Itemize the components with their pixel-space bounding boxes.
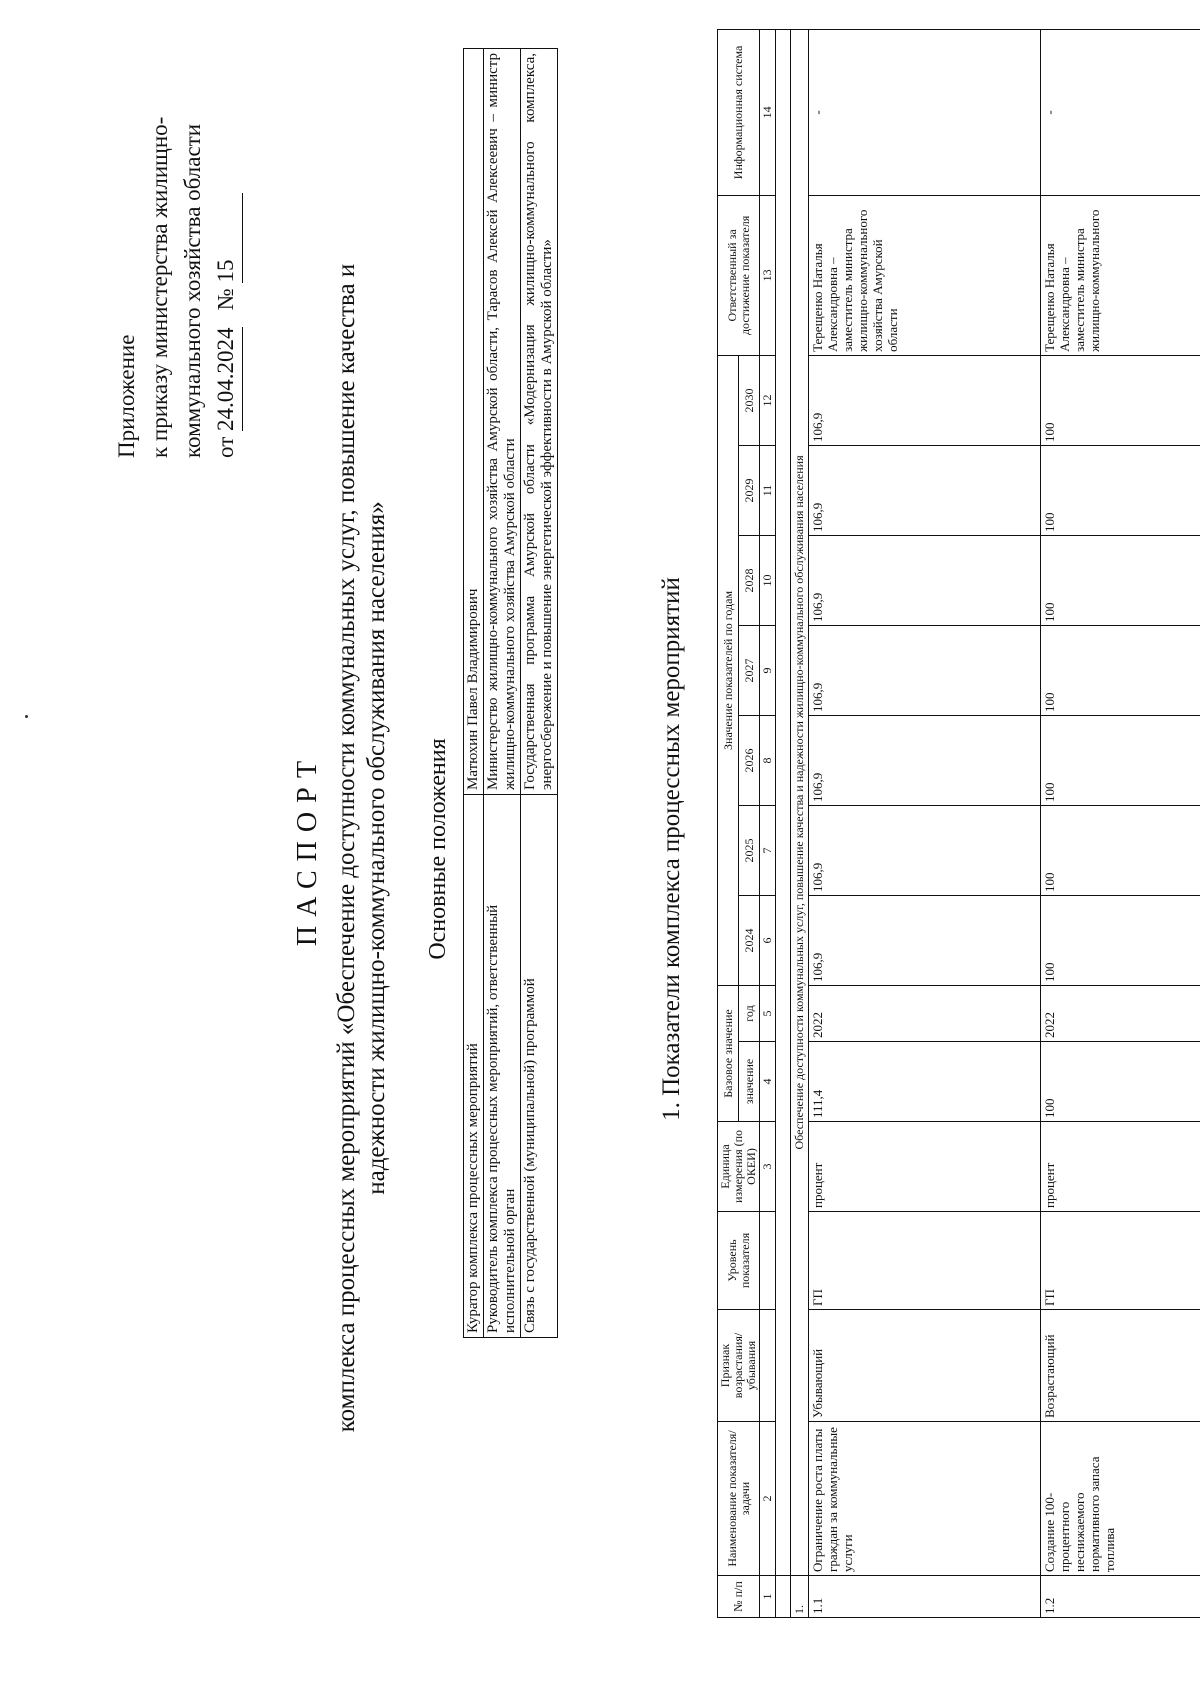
section-row [791,29,809,1617]
col-index: 10 [760,535,776,625]
row-name: Ограничение роста платы граждан за коммунальные услуги [809,1422,1041,1576]
row-level: ГП [809,1212,1041,1310]
col-index: 13 [760,195,776,355]
curator-label: Куратор комплекса процессных мероприятий [464,795,484,1338]
col-base-header: Базовое значение [718,985,739,1121]
row-value-2027: 106,9 [809,625,1041,715]
row-value-2025: 100 [1041,805,1200,895]
row-base-year: 2022 [809,985,1041,1041]
col-index: 12 [760,355,776,445]
indicators-table [717,29,1200,1618]
row-value-2030: 100 [1041,355,1200,445]
row-value-2026: 106,9 [809,715,1041,805]
table-row [809,29,1041,1617]
col-num-header: № п/п [718,1576,760,1618]
col-year-2027: 2027 [739,625,760,715]
document-subtitle [332,178,392,1518]
program-link-value: Государственная программа Амурской области «Модернизация жилищно-коммунального комплекса, энергосбережение и повышение энергетической эффективности в Амурской области» [521,49,558,795]
row-base-value: 100 [1041,1042,1200,1122]
row-info-system: - [809,29,1041,195]
table-row [1041,29,1200,1617]
blank-row [776,29,791,1617]
row-sign: Убывающий [809,1310,1041,1422]
document-title: ПАСПОРТ [292,751,323,947]
row-value-2027: 100 [1041,625,1200,715]
row-responsible: Терещенко Наталья Александровна – заместитель министра жилищно-коммунального хозяйства Амурской области [809,195,1041,355]
row-base-year: 2022 [1041,985,1200,1041]
col-base-value-header: значение [739,1042,760,1122]
col-year-2029: 2029 [739,445,760,535]
row-base-value: 111,4 [809,1042,1041,1122]
appendix-line-1: Приложение [114,334,139,458]
col-index: 6 [760,895,776,985]
curator-value: Матюхин Павел Владимирович [464,49,484,795]
row-value-2026: 100 [1041,715,1200,805]
date-prefix: от [213,436,238,458]
order-date: 24.04.2024 [209,328,243,432]
col-index: 2 [760,1422,776,1576]
row-sign: Возрастающий [1041,1310,1200,1422]
head-value: Министерство жилищно-коммунального хозяйства Амурской области, Тарасов Алексей Алексеевич – министр жилищно-коммунального хозяйства Амурской области [484,49,521,795]
col-base-year-header: год [739,985,760,1041]
row-value-2029: 100 [1041,445,1200,535]
row-responsible: Терещенко Наталья Александровна – заместитель министра жилищно-коммунального [1041,195,1200,355]
row-value-2029: 106,9 [809,445,1041,535]
appendix-header [110,116,243,458]
col-years-header: Значение показателей по годам [718,355,739,985]
subtitle-line-2: надежности жилищно-коммунального обслуживания населения» [363,501,390,1195]
col-index: 8 [760,715,776,805]
col-unit-header: Единица измерения (по ОКЕИ) [718,1122,760,1212]
row-unit: процент [1041,1122,1200,1212]
program-link-label: Связь с государственной (муниципальной) программой [521,795,558,1338]
col-index: 11 [760,445,776,535]
appendix-line-2: к приказу министерства жилищно- [147,116,172,458]
row-value-2028: 106,9 [809,535,1041,625]
col-index: 9 [760,625,776,715]
row-value-2030: 106,9 [809,355,1041,445]
row-value-2024: 100 [1041,895,1200,985]
col-index: 3 [760,1122,776,1212]
subtitle-line-1: комплекса процессных мероприятий «Обеспечение доступности коммунальных услуг, повышение качества и [333,263,360,1433]
col-year-2030: 2030 [739,355,760,445]
table-row [521,49,558,1338]
col-index: 1 [760,1576,776,1618]
col-sign-header: Признак возрастания/ убывания [718,1310,760,1422]
col-name-header: Наименование показателя/ задачи [718,1422,760,1576]
appendix-date-line [209,128,243,458]
col-year-2025: 2025 [739,805,760,895]
row-value-2028: 100 [1041,535,1200,625]
col-index [760,1310,776,1422]
header-row [718,29,739,1617]
table-row [464,49,484,1338]
col-index [760,1212,776,1310]
order-number: 15 [209,193,243,283]
col-index: 7 [760,805,776,895]
col-responsible-header: Ответственный за достижение показателя [718,195,760,355]
col-year-2026: 2026 [739,715,760,805]
row-num: 1.1 [809,1576,1041,1618]
col-index: 5 [760,985,776,1041]
col-year-2024: 2024 [739,895,760,985]
blank-cell [776,29,791,1575]
section-title: Обеспечение доступности коммунальных услуг, повышение качества и надежности жилищно-коммунального обслуживания населения [791,29,809,1575]
row-info-system: - [1041,29,1200,195]
section-num: 1. [791,1576,809,1618]
row-value-2025: 106,9 [809,805,1041,895]
head-label: Руководитель комплекса процессных мероприятий, ответственный исполнительной орган [484,795,521,1338]
blank-cell [776,1576,791,1618]
column-index-row [760,29,776,1617]
col-index: 14 [760,29,776,195]
main-provisions-table [463,48,558,1338]
indicators-heading: 1. Показатели комплекса процессных мероприятий [658,577,685,1121]
number-prefix: № [213,288,238,311]
row-num: 1.2 [1041,1576,1200,1618]
table-row [484,49,521,1338]
main-provisions-heading: Основные положения [425,738,451,960]
scan-speck [25,715,28,718]
row-unit: процент [809,1122,1041,1212]
row-level: ГП [1041,1212,1200,1310]
appendix-line-3: коммунального хозяйства области [180,123,205,458]
col-year-2028: 2028 [739,535,760,625]
row-name: Создание 100-процентного неснижаемого нормативного запаса топлива [1041,1422,1200,1576]
col-info-system-header: Информационная система [718,29,760,195]
col-level-header: Уровень показателя [718,1212,760,1310]
col-index: 4 [760,1042,776,1122]
row-value-2024: 106,9 [809,895,1041,985]
